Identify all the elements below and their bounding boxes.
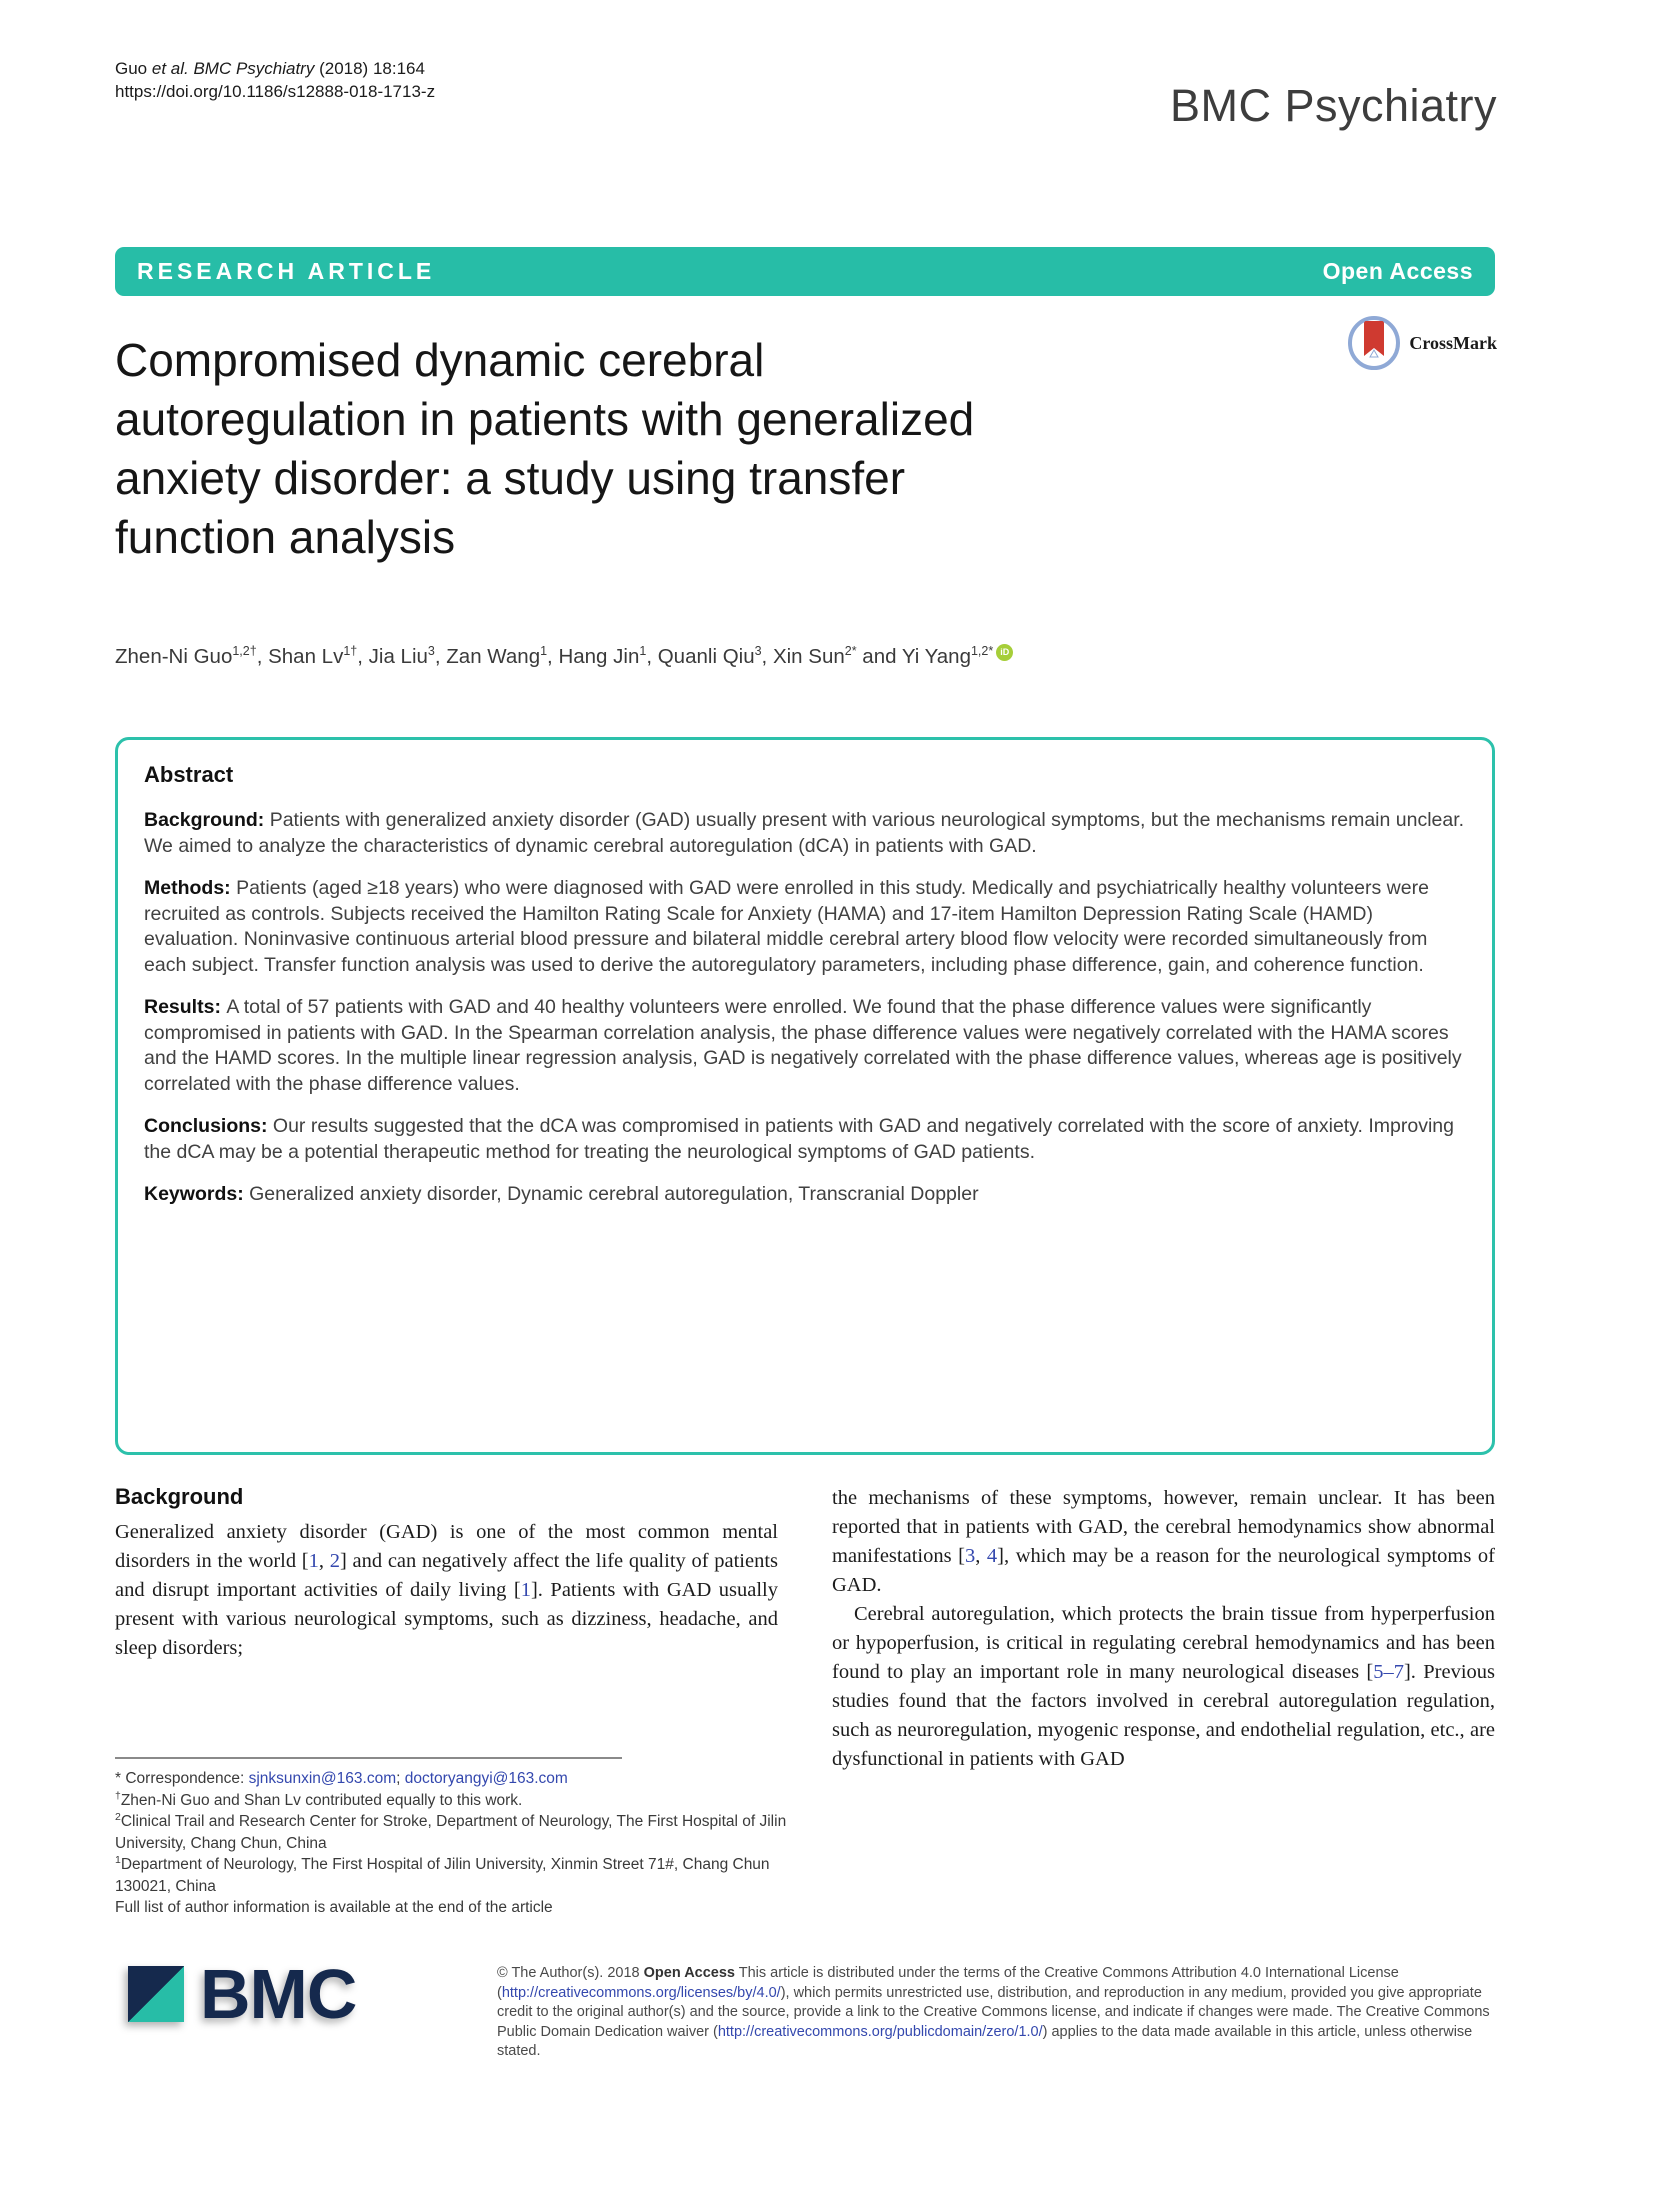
footnotes-block bbox=[115, 1757, 787, 1919]
bmc-logo-icon bbox=[128, 1966, 184, 2022]
inline-link[interactable]: 4 bbox=[986, 1545, 998, 1567]
author-name: Zan Wang$^1$ bbox=[446, 644, 548, 668]
author-name: Yi Yang$^{1,2*}$ bbox=[901, 644, 994, 668]
body-paragraph: Cerebral autoregulation, which protects the brain tissue from hyperperfusion or hypoperfusion, is critical in regulating cerebral hemodynamics and has been found to play an important role in many neurological diseases [5–7]. Previous studies found that the factors involved in cerebral autoregulation regulation, such as neuroregulation, myogenic response, and endothelial regulation, etc., are dysfunctional in patients with GAD bbox=[832, 1603, 1495, 1770]
abstract-box bbox=[115, 737, 1495, 1455]
abstract-heading: Abstract bbox=[144, 762, 234, 787]
footnote-line: * Correspondence: sjnksunxin@163.com; doctoryangyi@163.com bbox=[115, 1770, 568, 1787]
journal-logo: BMC Psychiatry bbox=[1169, 80, 1497, 131]
inline-link[interactable]: sjnksunxin@163.com bbox=[248, 1770, 397, 1787]
abstract-section: Keywords: Generalized anxiety disorder, Dynamic cerebral autoregulation, Transcranial Doppler bbox=[144, 1183, 979, 1205]
section-heading-background: Background bbox=[115, 1484, 244, 1509]
abstract-section: Conclusions: Our results suggested that the dCA was compromised in patients with GAD and negatively correlated with the score of anxiety. Improving the dCA may be a potential therapeutic method for treating the neurological symptoms of GAD patients. bbox=[144, 1115, 1454, 1163]
copyright-notice: © The Author(s). 2018 Open Access This article is distributed under the terms of the Creative Commons Attribution 4.0 International License (http://creativecommons.org/licenses/by/4.0/), which permits unrestricted use, distribution, and reproduction in any medium, provided you give appropriate credit to the original author(s) and the source, provide a link to the Creative Commons license, and indicate if changes were made. The Creative Commons Public Domain Dedication waiver (http://creativecommons.org/publicdomain/zero/1.0/) applies to the data made available in this article, unless otherwise stated. bbox=[497, 1965, 1490, 2059]
citation-line: Guo et al. BMC Psychiatry (2018) 18:164 bbox=[115, 59, 425, 78]
title-line: autoregulation in patients with generalized bbox=[115, 393, 975, 445]
footnote-line: $^1$Department of Neurology, The First Hospital of Jilin University, Xinmin Street 71#, Chang Chun 130021, China bbox=[115, 1853, 770, 1895]
footnote-line: †Zhen-Ni Guo and Shan Lv contributed equally to this work. bbox=[115, 1789, 523, 1809]
abstract-section: Methods: Patients (aged ≥18 years) who were diagnosed with GAD were enrolled in this study. Medically and psychiatrically healthy volunteers were recruited as controls. Subjects received the Hamilton Rating Scale for Anxiety (HAMA) and 17-item Hamilton Depression Rating Scale (HAMD) evaluation. Noninvasive continuous arterial blood pressure and bilateral middle cerebral artery blood flow velocity were recorded simultaneously from each subject. Transfer function analysis was used to derive the autoregulatory parameters, including phase difference, gain, and coherence function. bbox=[144, 877, 1429, 976]
title-line: anxiety disorder: a study using transfer bbox=[115, 452, 906, 504]
inline-link[interactable]: 1 bbox=[520, 1579, 531, 1601]
orcid-icon[interactable]: iD bbox=[996, 644, 1013, 661]
inline-link[interactable]: 5–7 bbox=[1373, 1661, 1404, 1683]
inline-link[interactable]: 1 bbox=[308, 1550, 319, 1572]
footnote-divider bbox=[115, 1757, 622, 1759]
body-columns bbox=[115, 1484, 1495, 1774]
research-article-banner bbox=[115, 247, 1495, 296]
citation-block bbox=[115, 57, 435, 103]
abstract-section: Background: Patients with generalized anxiety disorder (GAD) usually present with various neurological symptoms, but the mechanisms remain unclear. We aimed to analyze the characteristics of dynamic cerebral autoregulation (dCA) in patients with GAD. bbox=[144, 809, 1465, 857]
crossmark-label: CrossMark bbox=[1409, 332, 1497, 353]
right-column bbox=[832, 1484, 1495, 1774]
inline-link[interactable]: 2 bbox=[329, 1550, 340, 1572]
author-name: Jia Liu$^3$ bbox=[368, 644, 435, 668]
article-title bbox=[115, 331, 974, 567]
footnote-line: $^2$Clinical Trail and Research Center for Stroke, Department of Neurology, The First Hospital of Jilin University, Chang Chun, China bbox=[115, 1810, 787, 1852]
crossmark-icon bbox=[1347, 316, 1401, 370]
open-access-label: Open Access bbox=[1322, 258, 1473, 284]
inline-link[interactable]: doctoryangyi@163.com bbox=[404, 1770, 568, 1787]
author-name: Zhen-Ni Guo$^{1,2\dagger}$ bbox=[115, 644, 257, 668]
inline-link[interactable]: 3 bbox=[964, 1545, 976, 1567]
abstract-section: Results: A total of 57 patients with GAD and 40 healthy volunteers were enrolled. We found that the phase difference values were significantly compromised in patients with GAD. In the Spearman correlation analysis, the phase difference values were negatively correlated with the HAMA scores and the HAMD scores. In the multiple linear regression analysis, GAD is negatively correlated with the phase difference values, whereas age is positively correlated with the phase difference values. bbox=[144, 996, 1462, 1095]
crossmark-badge[interactable] bbox=[1347, 316, 1497, 370]
left-column bbox=[115, 1484, 778, 1774]
banner-article-type: RESEARCH ARTICLE bbox=[137, 258, 436, 284]
footnote-lines bbox=[115, 1768, 787, 1919]
author-list: Zhen-Ni Guo$^{1,2\dagger}$, Shan $Lv^{1\dagger}$, Jia Liu$^3$, Zan Wang$^1$, Hang Jin$^1$, Quanli Qiu$^3$, Xin Sun$^{2*}$ and Yi Yang$^{1,2*}$ iD bbox=[115, 644, 1013, 669]
bmc-logo-text: BMC bbox=[200, 1955, 357, 2033]
title-line: function analysis bbox=[115, 511, 456, 563]
body-paragraph: the mechanisms of these symptoms, however, remain unclear. It has been reported that in patients with GAD, the cerebral hemodynamics show abnormal manifestations [3, 4], which may be a reason for the neurological symptoms of GAD. bbox=[832, 1487, 1495, 1596]
author-name: Shan $Lv^{1\dagger}$ bbox=[268, 644, 358, 668]
body-paragraph: Generalized anxiety disorder (GAD) is one of the most common mental disorders in the world [1, 2] and can negatively affect the life quality of patients and disrupt important activities of daily living [1]. Patients with GAD usually present with various neurological symptoms, such as dizziness, headache, and sleep disorders; bbox=[115, 1521, 779, 1659]
title-line: Compromised dynamic cerebral bbox=[115, 334, 765, 386]
author-name: Xin Sun$^{2*}$ bbox=[772, 644, 857, 668]
inline-link[interactable]: http://creativecommons.org/licenses/by/4.0/ bbox=[501, 1984, 781, 2001]
abstract-sections bbox=[144, 808, 1466, 1208]
inline-link[interactable]: http://creativecommons.org/publicdomain/zero/1.0/ bbox=[717, 2023, 1043, 2040]
author-name: Quanli Qiu$^3$ bbox=[657, 644, 762, 668]
author-name: Hang Jin$^1$ bbox=[558, 644, 647, 668]
footnote-line: Full list of author information is available at the end of the article bbox=[115, 1899, 553, 1916]
bmc-logo bbox=[128, 1955, 357, 2033]
doi-link[interactable]: https://doi.org/10.1186/s12888-018-1713-z bbox=[115, 82, 436, 101]
